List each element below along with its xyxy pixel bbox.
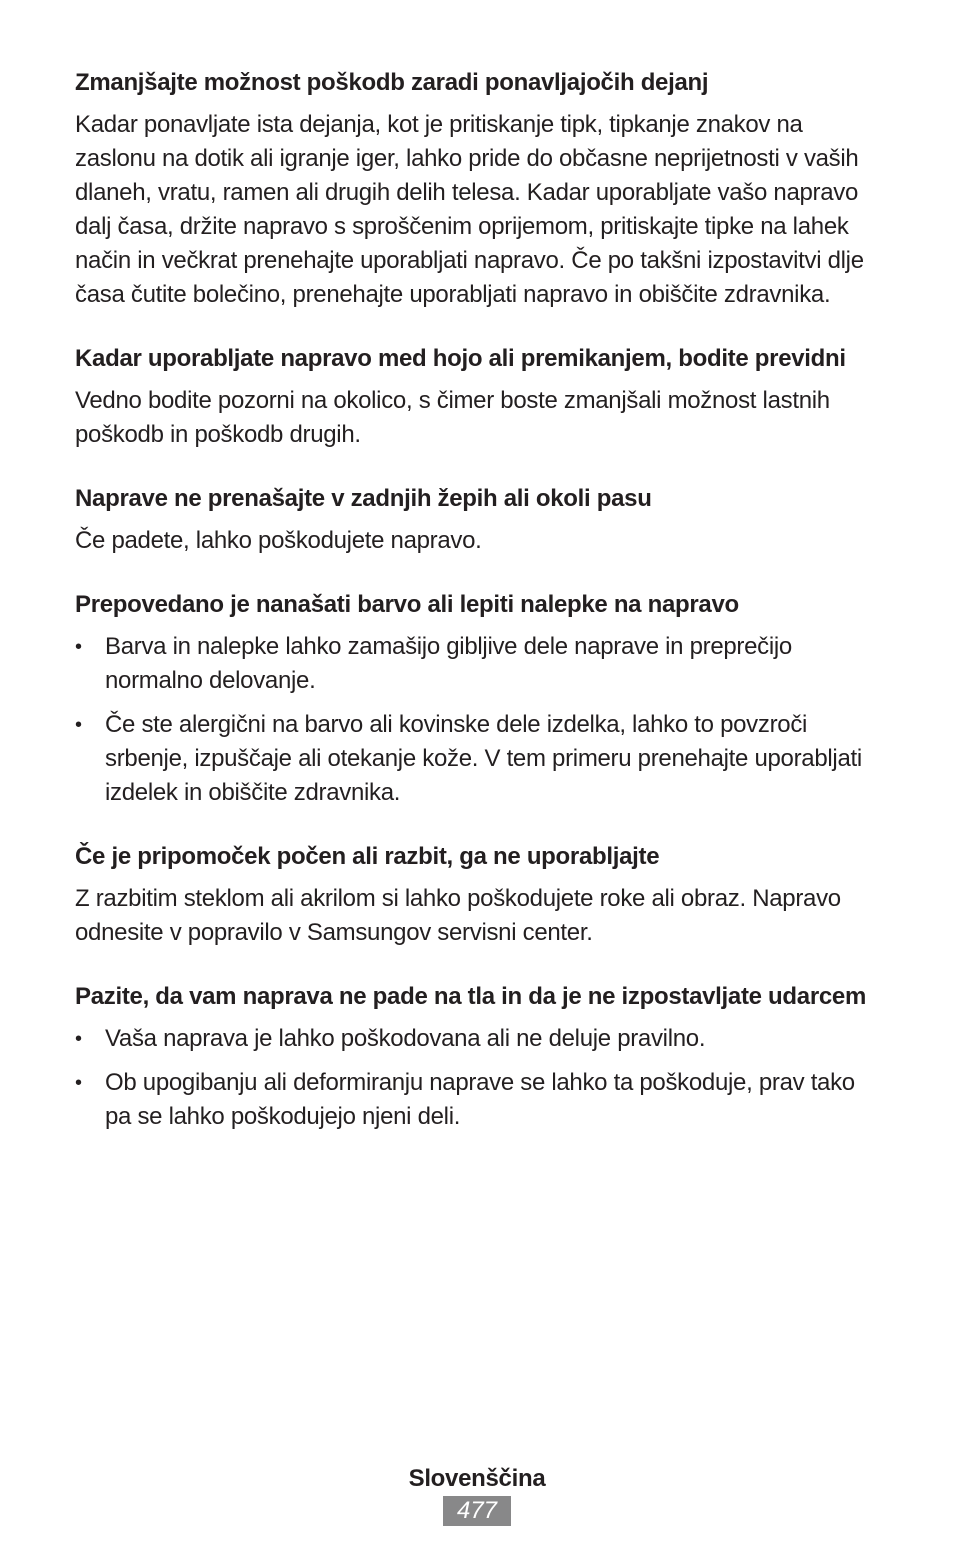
list-item xyxy=(75,1066,875,1134)
list-item-text: Barva in nalepke lahko zamašijo gibljive dele naprave in preprečijo normalno delovanje. xyxy=(105,633,792,694)
section-heading: Naprave ne prenašajte v zadnjih žepih ali okoli pasu xyxy=(75,485,652,512)
section-paint-stickers xyxy=(75,588,875,810)
section-walking xyxy=(75,342,875,452)
list-item xyxy=(75,708,875,810)
section-cracked-accessory xyxy=(75,840,875,950)
bullet-list xyxy=(75,1022,875,1134)
section-heading: Pazite, da vam naprava ne pade na tla in da je ne izpostavljate udarcem xyxy=(75,983,866,1010)
section-back-pockets xyxy=(75,482,875,558)
list-item xyxy=(75,630,875,698)
footer-language-label: Slovenščina xyxy=(408,1465,546,1492)
section-paragraph: Vedno bodite pozorni na okolico, s čimer boste zmanjšali možnost lastnih poškodb in poškodb drugih. xyxy=(75,387,830,448)
list-item-text: Vaša naprava je lahko poškodovana ali ne deluje pravilno. xyxy=(105,1025,706,1052)
section-heading: Zmanjšajte možnost poškodb zaradi ponavljajočih dejanj xyxy=(75,69,709,96)
bullet-list xyxy=(75,630,875,810)
list-item-text: Ob upogibanju ali deformiranju naprave se lahko ta poškoduje, prav tako pa se lahko poškodujejo njeni deli. xyxy=(105,1069,855,1130)
document-body xyxy=(75,66,875,1164)
bullet-glyph: • xyxy=(75,1028,82,1050)
list-item xyxy=(75,1022,875,1056)
section-heading: Kadar uporabljate napravo med hojo ali premikanjem, bodite previdni xyxy=(75,345,846,372)
section-heading: Če je pripomoček počen ali razbit, ga ne uporabljajte xyxy=(75,843,660,870)
bullet-glyph: • xyxy=(75,1072,82,1094)
section-drop-impact xyxy=(75,980,875,1134)
section-paragraph: Kadar ponavljate ista dejanja, kot je pritiskanje tipk, tipkanje znakov na zaslonu na dotik ali igranje iger, lahko pride do občasne neprijetnosti v vaših dlaneh, vratu, ramen ali drugih delih telesa. Kadar uporabljate vašo napravo dalj časa, držite napravo s sproščenim oprijemom, pritiskajte tipke na lahek način in večkrat prenehajte uporabljati napravo. Če po takšni izpostavitvi dlje časa čutite bolečino, prenehajte uporabljati napravo in obiščite zdravnika. xyxy=(75,111,864,308)
section-paragraph: Z razbitim steklom ali akrilom si lahko poškodujete roke ali obraz. Napravo odnesite v popravilo v Samsungov servisni center. xyxy=(75,885,841,946)
page-number: 477 xyxy=(443,1496,511,1526)
bullet-glyph: • xyxy=(75,714,82,736)
section-paragraph: Če padete, lahko poškodujete napravo. xyxy=(75,527,482,554)
list-item-text: Če ste alergični na barvo ali kovinske dele izdelka, lahko to povzroči srbenje, izpuščaje ali otekanje kože. V tem primeru prenehajte uporabljati izdelek in obiščite zdravnika. xyxy=(105,711,862,806)
page-footer xyxy=(0,1462,954,1526)
section-heading: Prepovedano je nanašati barvo ali lepiti nalepke na napravo xyxy=(75,591,739,618)
bullet-glyph: • xyxy=(75,636,82,658)
section-repetitive-motion xyxy=(75,66,875,312)
